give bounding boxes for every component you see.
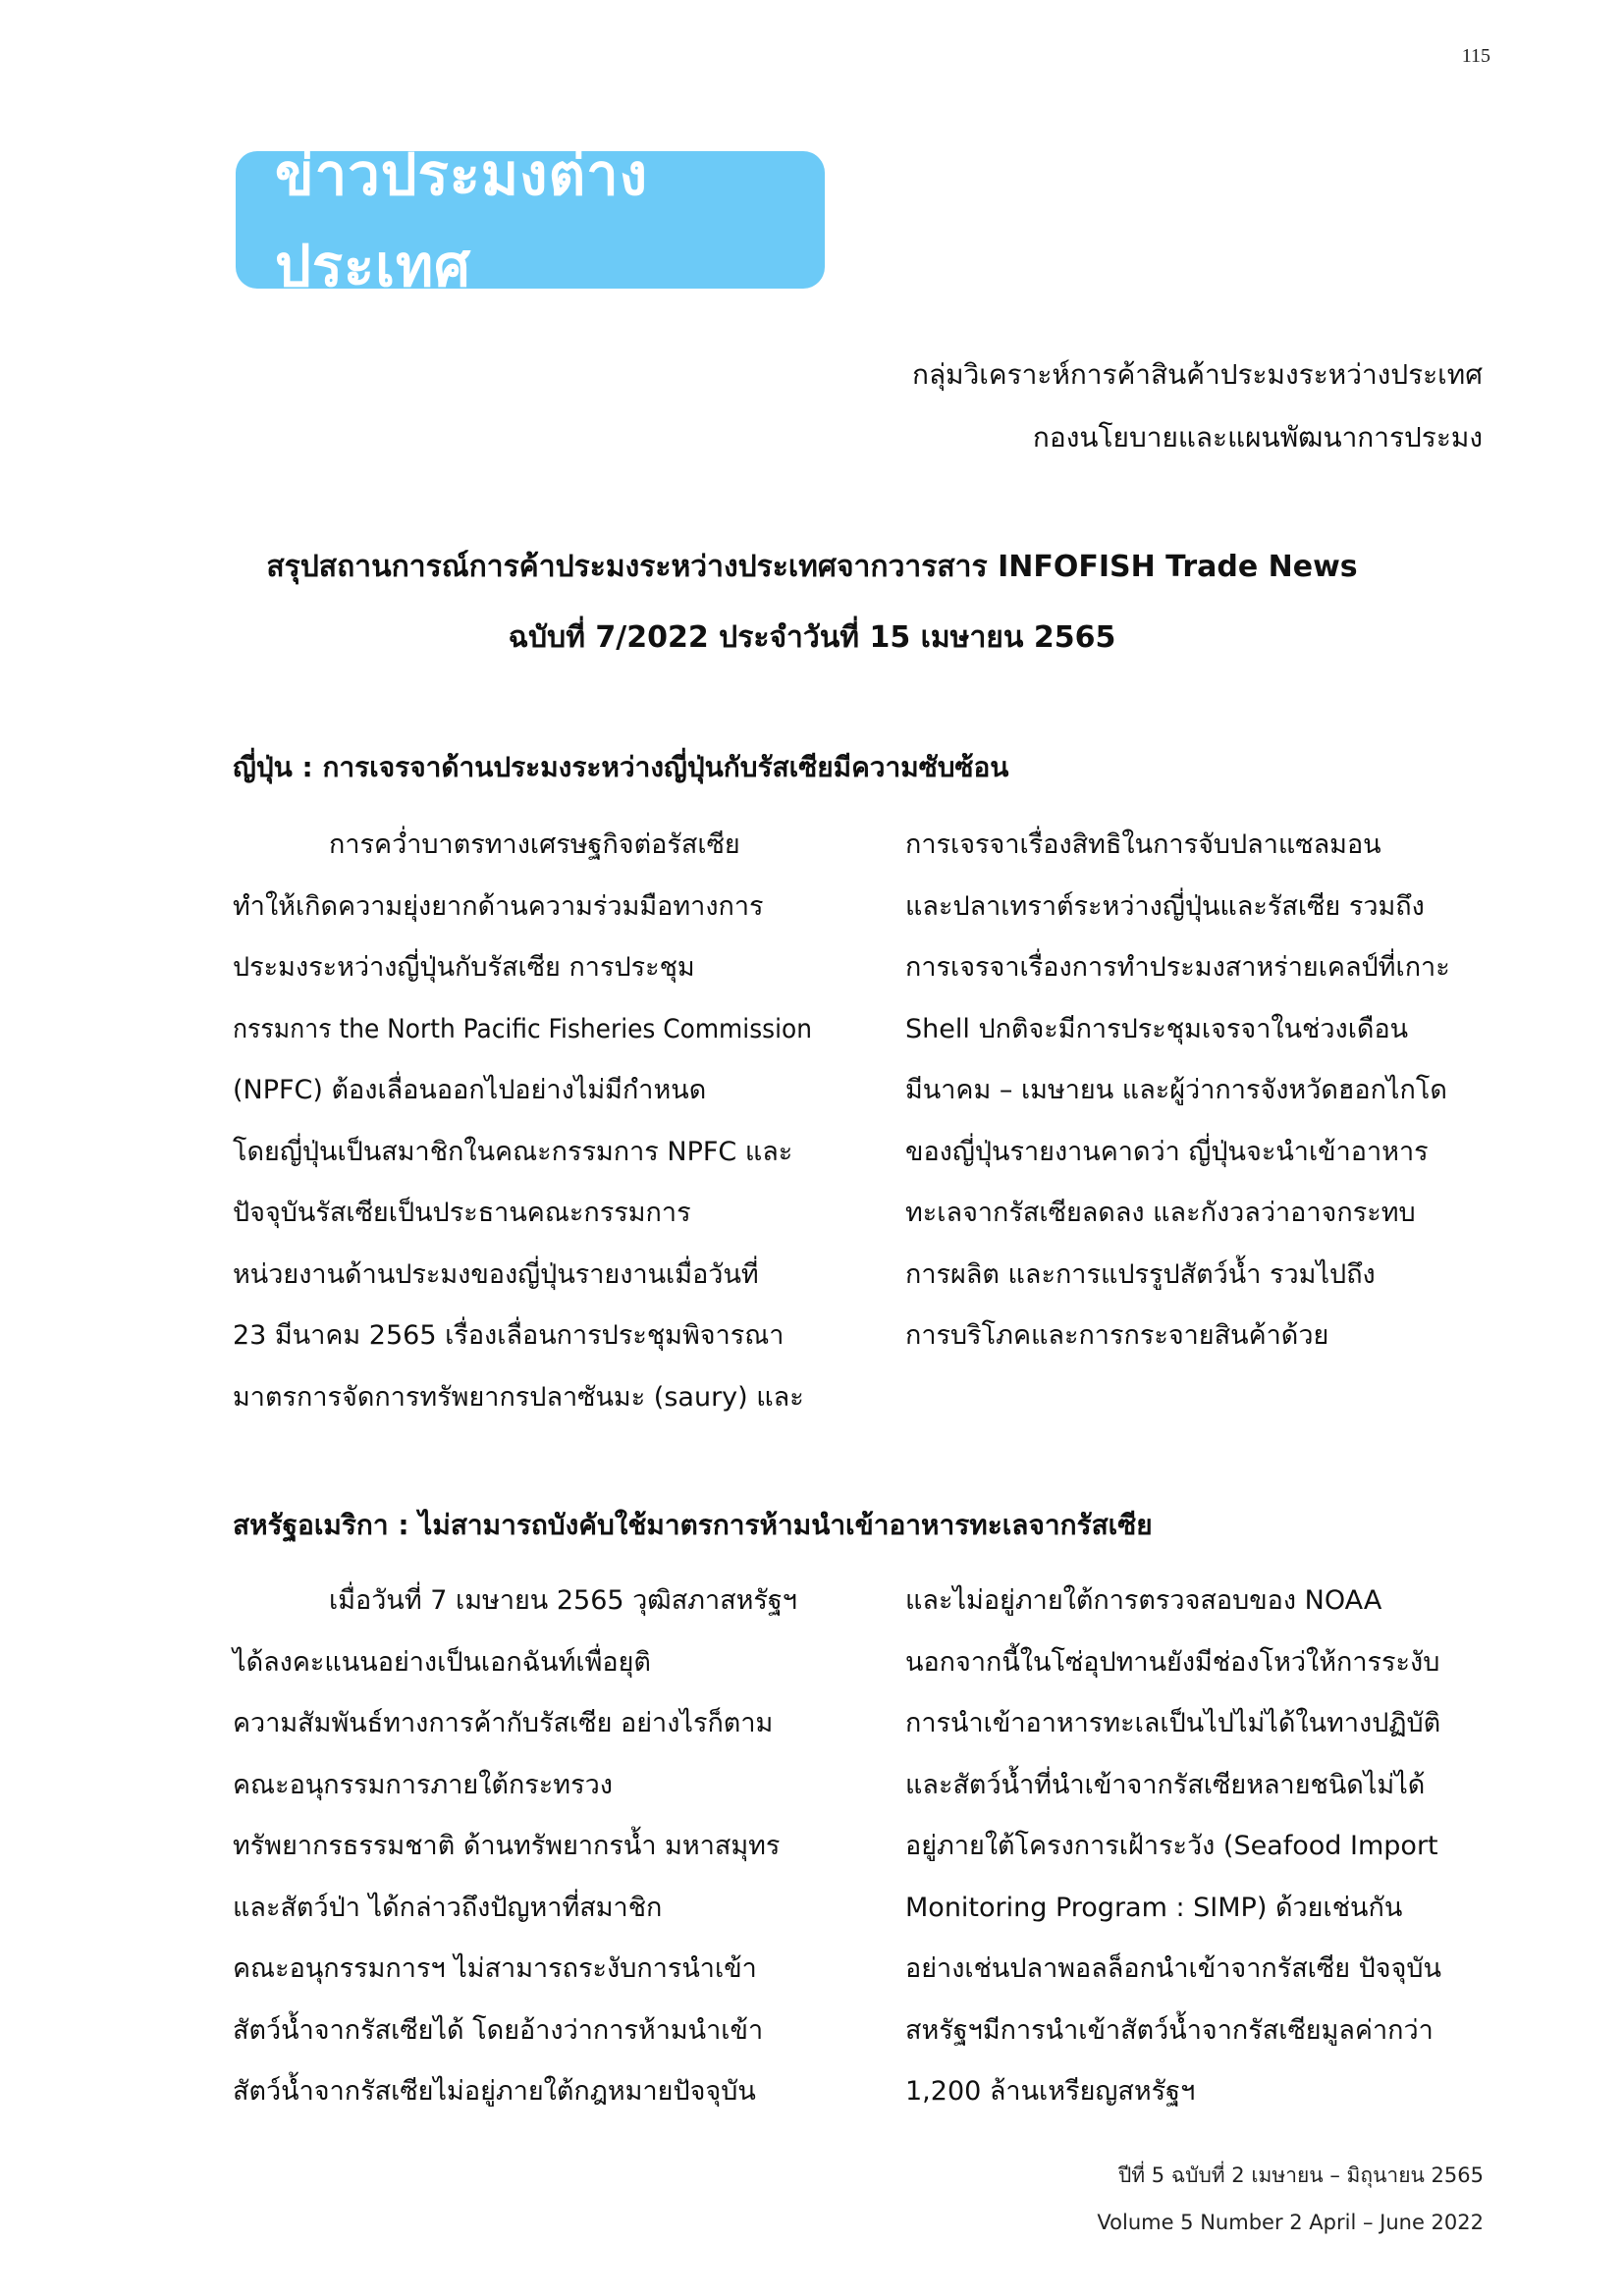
page-footer	[1097, 2152, 1484, 2246]
japan-left-column	[233, 815, 812, 1428]
paragraph-line: หน่วยงานด้านประมงของญี่ปุ่นรายงานเมื่อวันที่	[233, 1258, 759, 1290]
paragraph-line: ทะเลจากรัสเซียลดลง และกังวลว่าอาจกระทบ	[905, 1198, 1416, 1228]
paragraph-line: ประมงระหว่างญี่ปุ่นกับรัสเซีย การประชุม	[233, 952, 695, 983]
paragraph-line: ปัจจุบันรัสเซียเป็นประธานคณะกรรมการ	[233, 1198, 691, 1228]
paragraph-line: Monitoring Program : SIMP) ด้วยเช่นกัน	[905, 1892, 1403, 1923]
paragraph-line: คณะอนุกรรมการภายใต้กระทรวง	[233, 1769, 613, 1800]
paragraph-line: สัตว์น้ำจากรัสเซียไม่อยู่ภายใต้กฎหมายปัจจุบัน	[233, 2076, 756, 2107]
article-title-line: สรุปสถานการณ์การค้าประมงระหว่างประเทศจากวารสาร INFOFISH Trade News	[266, 550, 1358, 584]
japan-right-column	[905, 815, 1485, 1367]
paragraph-line: การเจรจาเรื่องการทำประมงสาหร่ายเคลป์ที่เกาะ	[905, 952, 1450, 983]
section-banner-title: ข่าวประมงต่างประเทศ	[275, 141, 649, 299]
author-department: กองนโยบายและแผนพัฒนาการประมง	[1032, 421, 1483, 454]
paragraph-line: การผลิต และการแปรรูปสัตว์น้ำ รวมไปถึง	[905, 1258, 1376, 1290]
paragraph-line: ความสัมพันธ์ทางการค้ากับรัสเซีย อย่างไรก็ตาม	[233, 1708, 774, 1738]
paragraph-line: และไม่อยู่ภายใต้การตรวจสอบของ NOAA	[905, 1585, 1382, 1616]
article-title	[147, 532, 1477, 673]
paragraph-line: โดยญี่ปุ่นเป็นสมาชิกในคณะกรรมการ NPFC และ	[233, 1136, 793, 1167]
author-division: กลุ่มวิเคราะห์การค้าสินค้าประมงระหว่างประเทศ	[912, 358, 1483, 391]
paragraph-line: 23 มีนาคม 2565 เรื่องเลื่อนการประชุมพิจารณา	[233, 1320, 785, 1351]
paragraph-line: อยู่ภายใต้โครงการเฝ้าระวัง (Seafood Import	[905, 1831, 1438, 1861]
section-heading-japan: ญี่ปุ่น : การเจรจาด้านประมงระหว่างญี่ปุ่นกับรัสเซียมีความซับซ้อน	[233, 751, 1009, 783]
paragraph-line: Shell ปกติจะมีการประชุมเจรจาในช่วงเดือน	[905, 1013, 1409, 1044]
paragraph-line: การเจรจาเรื่องสิทธิในการจับปลาแซลมอน	[905, 829, 1381, 860]
paragraph-line: และปลาเทราต์ระหว่างญี่ปุ่นและรัสเซีย รวมถึง	[905, 890, 1425, 922]
article-title-line: ฉบับที่ 7/2022 ประจำวันที่ 15 เมษายน 2565	[508, 620, 1116, 655]
usa-left-column	[233, 1571, 812, 2123]
paragraph-line: ของญี่ปุ่นรายงานคาดว่า ญี่ปุ่นจะนำเข้าอาหาร	[905, 1136, 1429, 1167]
paragraph-line: ทรัพยากรธรรมชาติ ด้านทรัพยากรน้ำ มหาสมุทร	[233, 1831, 781, 1861]
paragraph-line: สัตว์น้ำจากรัสเซียได้ โดยอ้างว่าการห้ามนำเข้า	[233, 2014, 764, 2046]
paragraph-line: คณะอนุกรรมการฯ ไม่สามารถระงับการนำเข้า	[233, 1953, 757, 1984]
paragraph-line: การนำเข้าอาหารทะเลเป็นไปไม่ได้ในทางปฏิบัติ	[905, 1708, 1441, 1738]
footer-issue-english: Volume 5 Number 2 April – June 2022	[1097, 2211, 1484, 2234]
paragraph-line: กรรมการ the North Pacific Fisheries Commission	[233, 1013, 812, 1044]
paragraph-line: เมื่อวันที่ 7 เมษายน 2565 วุฒิสภาสหรัฐฯ	[329, 1585, 797, 1616]
paragraph-line: การคว่ำบาตรทางเศรษฐกิจต่อรัสเซีย	[329, 829, 740, 860]
paragraph-line: 1,200 ล้านเหรียญสหรัฐฯ	[905, 2076, 1196, 2107]
paragraph-line: (NPFC) ต้องเลื่อนออกไปอย่างไม่มีกำหนด	[233, 1075, 707, 1105]
page-number: 115	[1461, 45, 1490, 67]
author-block	[912, 344, 1483, 469]
paragraph-line: สหรัฐฯมีการนำเข้าสัตว์น้ำจากรัสเซียมูลค่ากว่า	[905, 2014, 1434, 2046]
paragraph-line: นอกจากนี้ในโซ่อุปทานยังมีช่องโหว่ให้การระงับ	[905, 1646, 1440, 1678]
section-heading-usa: สหรัฐอเมริกา : ไม่สามารถบังคับใช้มาตรการห้ามนำเข้าอาหารทะเลจากรัสเซีย	[233, 1509, 1153, 1541]
section-banner	[236, 141, 825, 299]
paragraph-line: มีนาคม – เมษายน และผู้ว่าการจังหวัดฮอกไกโด	[905, 1075, 1447, 1105]
paragraph-line: การบริโภคและการกระจายสินค้าด้วย	[905, 1320, 1329, 1351]
paragraph-line: ทำให้เกิดความยุ่งยากด้านความร่วมมือทางการ	[233, 890, 764, 922]
footer-issue-thai: ปีที่ 5 ฉบับที่ 2 เมษายน – มิถุนายน 2565	[1117, 2163, 1484, 2187]
paragraph-line: มาตรการจัดการทรัพยากรปลาซันมะ (saury) และ	[233, 1381, 804, 1413]
usa-right-column	[905, 1571, 1485, 2123]
paragraph-line: และสัตว์ป่า ได้กล่าวถึงปัญหาที่สมาชิก	[233, 1892, 663, 1923]
paragraph-line: อย่างเช่นปลาพอลล็อกนำเข้าจากรัสเซีย ปัจจุบัน	[905, 1953, 1442, 1984]
paragraph-line: และสัตว์น้ำที่นำเข้าจากรัสเซียหลายชนิดไม่ได้	[905, 1769, 1426, 1800]
paragraph-line: ได้ลงคะแนนอย่างเป็นเอกฉันท์เพื่อยุติ	[233, 1646, 651, 1678]
